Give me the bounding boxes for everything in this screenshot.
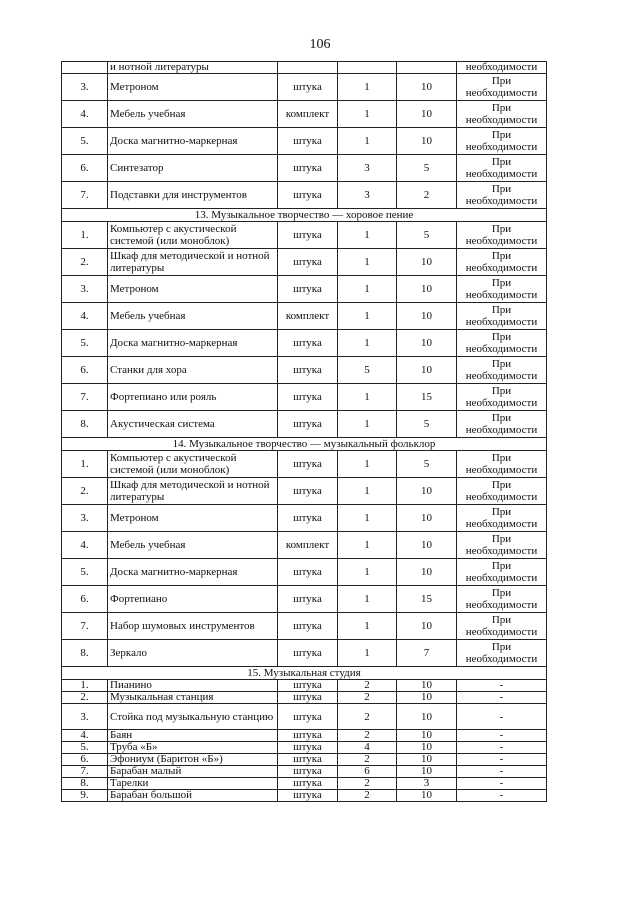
item-unit: комплект [278, 532, 338, 559]
item-quantity-2: 10 [397, 303, 457, 330]
row-number: 4. [62, 532, 108, 559]
table-row [62, 330, 547, 357]
table-row [62, 586, 547, 613]
item-name: Фортепиано [108, 586, 278, 613]
item-name: Мебель учебная [108, 532, 278, 559]
row-number: 7. [62, 384, 108, 411]
item-note: - [457, 680, 547, 692]
item-name: Мебель учебная [108, 303, 278, 330]
row-number: 8. [62, 778, 108, 790]
row-number: 8. [62, 640, 108, 667]
item-quantity-2: 10 [397, 704, 457, 730]
item-unit: штука [278, 249, 338, 276]
item-name: Эфониум (Баритон «Б») [108, 754, 278, 766]
item-note: - [457, 692, 547, 704]
row-number: 6. [62, 357, 108, 384]
item-note: - [457, 778, 547, 790]
item-quantity-1: 2 [338, 754, 397, 766]
item-unit: штука [278, 276, 338, 303]
table-row [62, 276, 547, 303]
table-row [62, 559, 547, 586]
item-unit: штука [278, 74, 338, 101]
table-row [62, 742, 547, 754]
item-quantity-1: 1 [338, 559, 397, 586]
item-quantity-1: 2 [338, 692, 397, 704]
item-quantity-2: 10 [397, 532, 457, 559]
item-name: Подставки для инструментов [108, 182, 278, 209]
row-number: 6. [62, 754, 108, 766]
item-note: При необходимости [457, 330, 547, 357]
item-quantity-2: 10 [397, 128, 457, 155]
item-name: Шкаф для методической и нотной литературы [108, 478, 278, 505]
table-row [62, 680, 547, 692]
row-number: 8. [62, 411, 108, 438]
item-quantity-2: 5 [397, 222, 457, 249]
item-name: Доска магнитно-маркерная [108, 128, 278, 155]
section-title: 13. Музыкальное творчество — хоровое пение [62, 209, 547, 222]
item-unit: штука [278, 766, 338, 778]
table-row [62, 249, 547, 276]
item-note: При необходимости [457, 155, 547, 182]
item-note: При необходимости [457, 357, 547, 384]
item-quantity-1: 5 [338, 357, 397, 384]
item-quantity-1: 1 [338, 586, 397, 613]
item-unit: штука [278, 790, 338, 802]
item-unit: штука [278, 155, 338, 182]
item-quantity-2: 5 [397, 155, 457, 182]
item-quantity-1: 1 [338, 640, 397, 667]
item-quantity-2: 10 [397, 357, 457, 384]
item-note: - [457, 730, 547, 742]
item-quantity-1: 2 [338, 778, 397, 790]
item-quantity-2: 10 [397, 478, 457, 505]
item-note: При необходимости [457, 613, 547, 640]
row-number: 2. [62, 249, 108, 276]
item-note: - [457, 704, 547, 730]
item-quantity-2: 10 [397, 559, 457, 586]
row-number: 1. [62, 222, 108, 249]
item-quantity-1: 3 [338, 182, 397, 209]
row-number: 2. [62, 692, 108, 704]
item-unit: штука [278, 586, 338, 613]
item-quantity-1: 1 [338, 478, 397, 505]
item-quantity-2: 5 [397, 411, 457, 438]
item-quantity-1: 1 [338, 276, 397, 303]
row-number: 9. [62, 790, 108, 802]
item-note: При необходимости [457, 559, 547, 586]
item-note: При необходимости [457, 222, 547, 249]
item-name: Доска магнитно-маркерная [108, 559, 278, 586]
item-quantity-2: 10 [397, 754, 457, 766]
item-name: Шкаф для методической и нотной литературы [108, 249, 278, 276]
item-note: - [457, 790, 547, 802]
table-row [62, 692, 547, 704]
item-name: Мебель учебная [108, 101, 278, 128]
item-note: При необходимости [457, 128, 547, 155]
item-name: Компьютер с акустической системой (или моноблок) [108, 451, 278, 478]
equipment-table-body [62, 62, 547, 802]
item-quantity-2: 5 [397, 451, 457, 478]
item-unit: штука [278, 704, 338, 730]
row-number: 5. [62, 330, 108, 357]
item-note: При необходимости [457, 505, 547, 532]
table-row [62, 790, 547, 802]
item-quantity-2: 10 [397, 790, 457, 802]
item-note: При необходимости [457, 249, 547, 276]
item-quantity-2: 10 [397, 680, 457, 692]
item-quantity-2: 10 [397, 766, 457, 778]
item-note: При необходимости [457, 451, 547, 478]
item-name: Метроном [108, 74, 278, 101]
row-number: 6. [62, 155, 108, 182]
item-unit: штука [278, 680, 338, 692]
item-unit: штука [278, 222, 338, 249]
item-note: При необходимости [457, 101, 547, 128]
item-name: Набор шумовых инструментов [108, 613, 278, 640]
section-row [62, 209, 547, 222]
table-row [62, 640, 547, 667]
item-name: Компьютер с акустической системой (или моноблок) [108, 222, 278, 249]
item-name: Метроном [108, 276, 278, 303]
item-name: Станки для хора [108, 357, 278, 384]
table-row [62, 384, 547, 411]
item-name: Барабан малый [108, 766, 278, 778]
item-quantity-1: 4 [338, 742, 397, 754]
item-quantity-1: 2 [338, 730, 397, 742]
table-row [62, 532, 547, 559]
item-note: При необходимости [457, 384, 547, 411]
table-row [62, 451, 547, 478]
item-note: При необходимости [457, 478, 547, 505]
item-name: Баян [108, 730, 278, 742]
table-row [62, 505, 547, 532]
item-unit: штука [278, 182, 338, 209]
table-row [62, 613, 547, 640]
item-quantity-2: 10 [397, 730, 457, 742]
section-title: 14. Музыкальное творчество — музыкальный фольклор [62, 438, 547, 451]
item-quantity-2 [397, 62, 457, 74]
item-quantity-2: 10 [397, 742, 457, 754]
row-number: 3. [62, 276, 108, 303]
item-quantity-1: 1 [338, 330, 397, 357]
item-unit: комплект [278, 303, 338, 330]
item-quantity-2: 10 [397, 692, 457, 704]
item-quantity-2: 10 [397, 613, 457, 640]
table-row [62, 182, 547, 209]
item-name: Акустическая система [108, 411, 278, 438]
row-number [62, 62, 108, 74]
section-row [62, 667, 547, 680]
item-note: При необходимости [457, 640, 547, 667]
item-name: Фортепиано или рояль [108, 384, 278, 411]
item-quantity-1: 1 [338, 505, 397, 532]
item-quantity-1: 1 [338, 303, 397, 330]
section-title: 15. Музыкальная студия [62, 667, 547, 680]
item-unit: штука [278, 559, 338, 586]
table-row [62, 222, 547, 249]
item-quantity-1: 1 [338, 532, 397, 559]
table-row [62, 128, 547, 155]
item-quantity-1: 1 [338, 411, 397, 438]
row-number: 6. [62, 586, 108, 613]
item-unit: штука [278, 330, 338, 357]
item-unit: штука [278, 754, 338, 766]
item-quantity-1: 1 [338, 249, 397, 276]
item-quantity-2: 2 [397, 182, 457, 209]
table-row [62, 357, 547, 384]
item-unit: штука [278, 478, 338, 505]
item-quantity-1: 1 [338, 222, 397, 249]
row-number: 4. [62, 101, 108, 128]
table-row [62, 74, 547, 101]
item-note: При необходимости [457, 532, 547, 559]
item-quantity-1: 2 [338, 680, 397, 692]
item-name: Доска магнитно-маркерная [108, 330, 278, 357]
row-number: 5. [62, 559, 108, 586]
item-name: и нотной литературы [108, 62, 278, 74]
item-note: - [457, 742, 547, 754]
row-number: 7. [62, 766, 108, 778]
table-row [62, 778, 547, 790]
item-note: - [457, 766, 547, 778]
item-note: При необходимости [457, 276, 547, 303]
table-row [62, 704, 547, 730]
item-unit: штука [278, 451, 338, 478]
item-quantity-1: 2 [338, 704, 397, 730]
item-unit: штука [278, 411, 338, 438]
table-row [62, 62, 547, 74]
item-quantity-2: 10 [397, 101, 457, 128]
row-number: 2. [62, 478, 108, 505]
item-note: - [457, 754, 547, 766]
item-quantity-2: 10 [397, 74, 457, 101]
row-number: 7. [62, 182, 108, 209]
row-number: 5. [62, 742, 108, 754]
item-note: При необходимости [457, 303, 547, 330]
item-note: При необходимости [457, 586, 547, 613]
item-quantity-1: 3 [338, 155, 397, 182]
item-quantity-1: 6 [338, 766, 397, 778]
item-name: Синтезатор [108, 155, 278, 182]
item-note: При необходимости [457, 411, 547, 438]
item-name: Зеркало [108, 640, 278, 667]
row-number: 1. [62, 451, 108, 478]
item-quantity-1: 1 [338, 613, 397, 640]
item-unit: штука [278, 128, 338, 155]
item-name: Стойка под музыкальную станцию [108, 704, 278, 730]
row-number: 4. [62, 303, 108, 330]
row-number: 1. [62, 680, 108, 692]
table-row [62, 411, 547, 438]
row-number: 4. [62, 730, 108, 742]
row-number: 3. [62, 505, 108, 532]
table-row [62, 478, 547, 505]
item-name: Музыкальная станция [108, 692, 278, 704]
item-quantity-2: 15 [397, 384, 457, 411]
item-quantity-2: 10 [397, 330, 457, 357]
item-unit: штука [278, 384, 338, 411]
section-row [62, 438, 547, 451]
item-unit: штука [278, 357, 338, 384]
item-unit: штука [278, 692, 338, 704]
equipment-table [61, 61, 547, 802]
item-unit: штука [278, 505, 338, 532]
item-quantity-1: 1 [338, 128, 397, 155]
item-unit: штука [278, 742, 338, 754]
row-number: 7. [62, 613, 108, 640]
item-note: При необходимости [457, 182, 547, 209]
item-name: Барабан большой [108, 790, 278, 802]
item-quantity-1: 1 [338, 384, 397, 411]
item-unit: комплект [278, 101, 338, 128]
table-row [62, 730, 547, 742]
row-number: 5. [62, 128, 108, 155]
table-row [62, 303, 547, 330]
item-quantity-2: 3 [397, 778, 457, 790]
item-unit: штука [278, 640, 338, 667]
item-name: Метроном [108, 505, 278, 532]
item-quantity-1 [338, 62, 397, 74]
item-quantity-2: 15 [397, 586, 457, 613]
item-unit: штука [278, 613, 338, 640]
item-quantity-2: 10 [397, 249, 457, 276]
item-unit: штука [278, 730, 338, 742]
table-row [62, 101, 547, 128]
item-quantity-2: 10 [397, 276, 457, 303]
item-name: Труба «Б» [108, 742, 278, 754]
item-unit [278, 62, 338, 74]
item-name: Пианино [108, 680, 278, 692]
table-row [62, 754, 547, 766]
item-quantity-1: 2 [338, 790, 397, 802]
row-number: 3. [62, 704, 108, 730]
page-number: 106 [309, 37, 331, 52]
item-name: Тарелки [108, 778, 278, 790]
row-number: 3. [62, 74, 108, 101]
table-row [62, 766, 547, 778]
item-quantity-2: 7 [397, 640, 457, 667]
item-quantity-2: 10 [397, 505, 457, 532]
table-row [62, 155, 547, 182]
item-quantity-1: 1 [338, 74, 397, 101]
item-unit: штука [278, 778, 338, 790]
item-quantity-1: 1 [338, 101, 397, 128]
item-note: необходимости [457, 62, 547, 74]
item-quantity-1: 1 [338, 451, 397, 478]
item-note: При необходимости [457, 74, 547, 101]
